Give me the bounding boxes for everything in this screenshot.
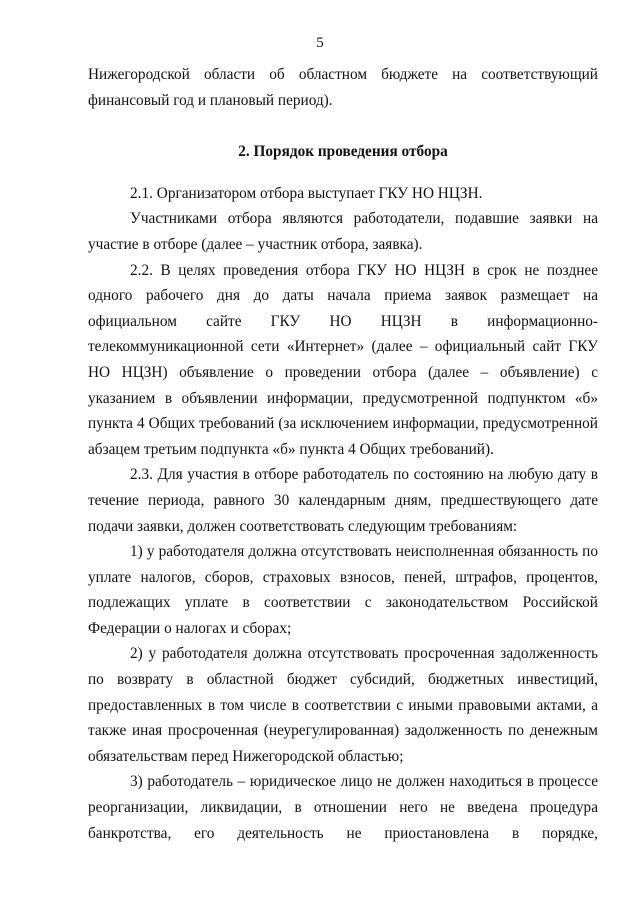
paragraph-2-3: 2.3. Для участия в отборе работодатель по состоянию на любую дату в течение периода, равного 30 календарным дням, предшествующего дате подачи заявки, должен соответствовать следующим требованиям: xyxy=(88,466,598,535)
section-heading: 2. Порядок проведения отбора xyxy=(238,143,448,161)
document-body xyxy=(88,62,598,846)
paragraph-2-2: 2.2. В целях проведения отбора ГКУ НО НЦЗН в срок не позднее одного рабочего дня до даты начала приема заявок размещает на официальном сайте ГКУ НО НЦЗН в информационно-телекоммуникационной сети «Интернет» (далее – официальный сайт ГКУ НО НЦЗН) объявление о проведении отбора (далее – объявление) с указанием в объявлении информации, предусмотренной подпунктом «б» пункта 4 Общих требований (за исключением информации, предусмотренной абзацем третьим подпункта «б» пункта 4 Общих требований). xyxy=(88,261,598,458)
paragraph-requirement-1: 1) у работодателя должна отсутствовать неисполненная обязанность по уплате налогов, сборов, страховых взносов, пеней, штрафов, процентов, подлежащих уплате в соответствии с законодательством Российской Федерации о налогах и сборах; xyxy=(88,543,598,637)
paragraph-participants: Участниками отбора являются работодатели, подавшие заявки на участие в отборе (далее – участник отбора, заявка). xyxy=(88,210,598,253)
paragraph-2-1: 2.1. Организатором отбора выступает ГКУ НО НЦЗН. xyxy=(130,184,483,202)
paragraph-requirement-2: 2) у работодателя должна отсутствовать просроченная задолженность по возврату в областной бюджет субсидий, бюджетных инвестиций, предоставленных в том числе в соответствии с иными правовыми актами, а также иная просроченная (неурегулированная) задолженность по денежным обязательствам перед Нижегородской областью; xyxy=(88,645,598,765)
page-number: 5 xyxy=(316,35,324,51)
paragraph-continuation: Нижегородской области об областном бюджете на соответствующий финансовый год и плановый период). xyxy=(88,66,598,109)
paragraph-requirement-3: 3) работодатель – юридическое лицо не должен находиться в процессе реорганизации, ликвидации, в отношении него не введена процедура банкротства, его деятельность не приостановлена в порядке, xyxy=(88,773,598,842)
